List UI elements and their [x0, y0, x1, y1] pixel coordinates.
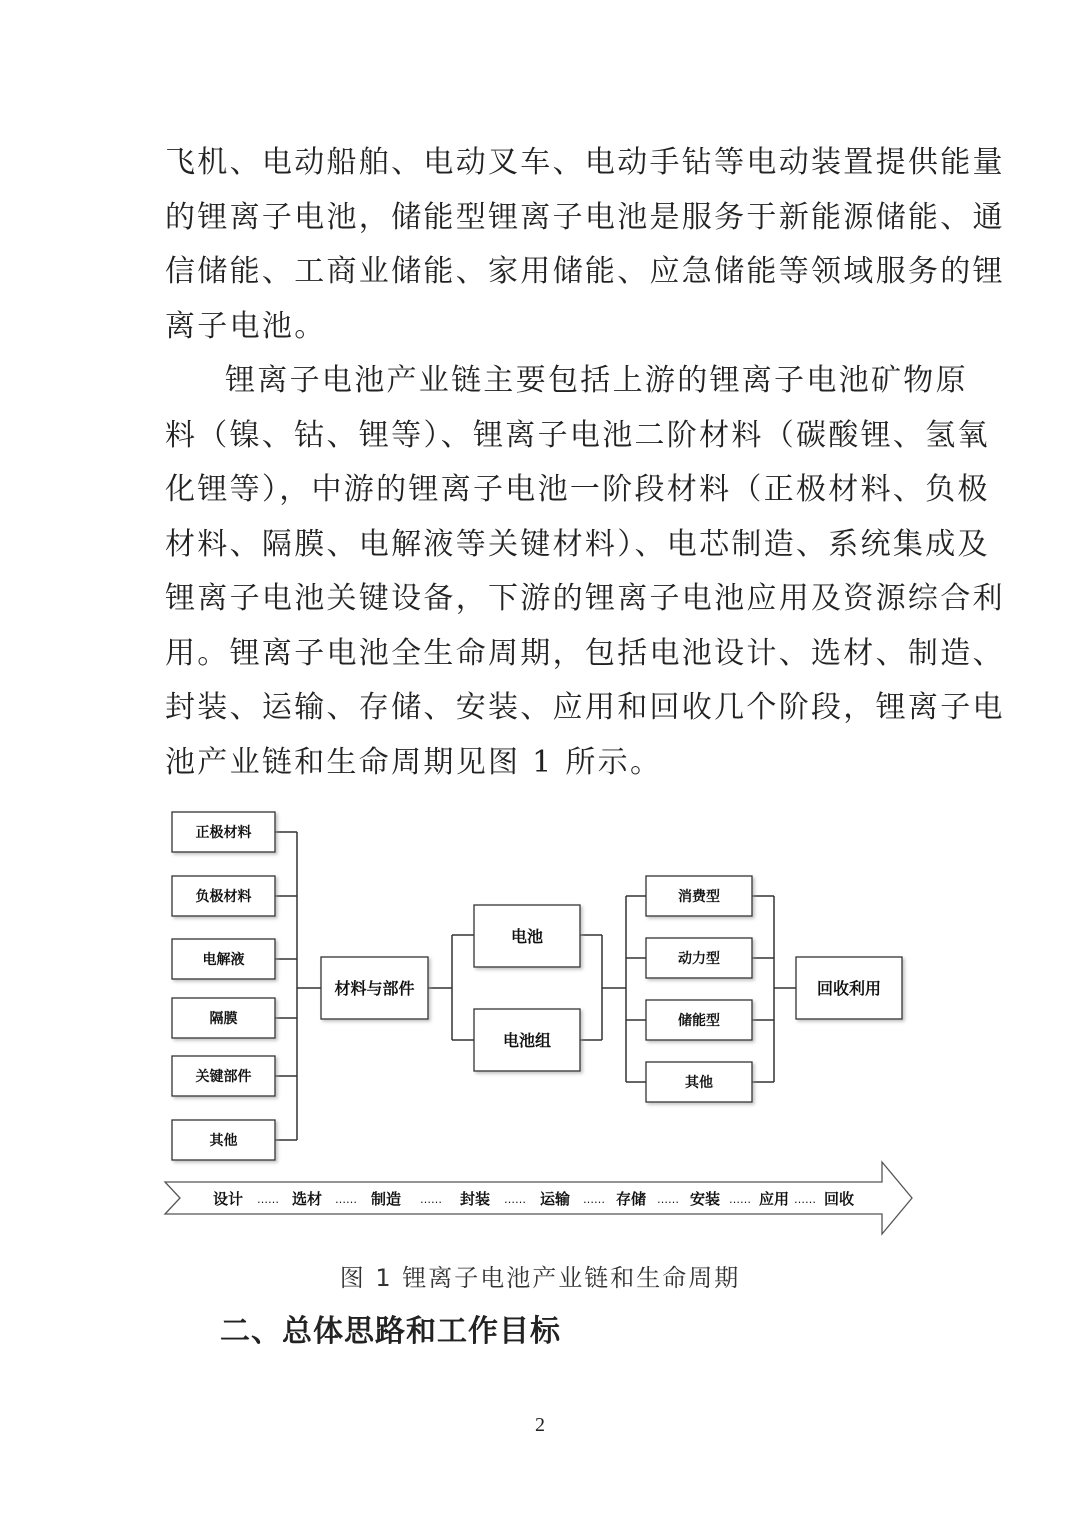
lifecycle-dots: ……: [657, 1193, 679, 1206]
application-box-label: 储能型: [678, 1013, 720, 1029]
recycle-label: 回收利用: [816, 979, 882, 998]
paragraph-line: 化锂等），中游的锂离子电池一阶段材料（正极材料、负极: [165, 472, 990, 507]
lifecycle-stage: 选材: [291, 1190, 323, 1208]
lifecycle-dots: ……: [420, 1193, 442, 1206]
material-box-label: 关键部件: [195, 1069, 252, 1085]
lifecycle-dots: ……: [729, 1193, 751, 1206]
paragraph-line: 锂离子电池产业链主要包括上游的锂离子电池矿物原: [225, 363, 968, 398]
lifecycle-stage: 存储: [615, 1190, 647, 1208]
lifecycle-stage: 应用: [758, 1190, 790, 1208]
application-box-label: 动力型: [678, 951, 720, 967]
industry-chain-diagram: [160, 800, 920, 1240]
lifecycle-dots: ……: [583, 1193, 605, 1206]
paragraph-1: [165, 136, 1005, 354]
material-box-label: 隔膜: [209, 1011, 238, 1027]
paragraph-line: 用。锂离子电池全生命周期，包括电池设计、选材、制造、: [165, 635, 1005, 671]
materials-column: [172, 812, 275, 1160]
section-heading: 二、总体思路和工作目标: [220, 1314, 561, 1349]
page-number: 2: [535, 1414, 545, 1436]
lifecycle-dots: ……: [257, 1193, 279, 1206]
lifecycle-stage: 设计: [212, 1190, 244, 1208]
paragraph-line: 料（镍、钴、锂等）、锂离子电池二阶材料（碳酸锂、氢氧: [165, 417, 990, 453]
material-box-label: 负极材料: [195, 889, 252, 905]
lifecycle-dots: ……: [504, 1193, 526, 1206]
paragraph-line: 飞机、电动船舶、电动叉车、电动手钻等电动装置提供能量: [165, 145, 1005, 180]
paragraph-line: 离子电池。: [165, 308, 327, 344]
recycle-box: [796, 957, 902, 1019]
lifecycle-dots: ……: [335, 1193, 357, 1206]
figure-caption: 图 1 锂离子电池产业链和生命周期: [339, 1264, 741, 1292]
battery-box-label: 电池组: [502, 1031, 552, 1050]
lifecycle-dots: ……: [794, 1193, 816, 1206]
paragraph-line: 材料、隔膜、电解液等关键材料）、电芯制造、系统集成及: [165, 526, 990, 562]
paragraph-line: 池产业链和生命周期见图 1 所示。: [165, 744, 663, 780]
lifecycle-stage: 回收: [823, 1190, 855, 1208]
materials-hub-box: [321, 957, 428, 1019]
battery-box-label: 电池: [510, 927, 544, 946]
paragraph-line: 的锂离子电池，储能型锂离子电池是服务于新能源储能、通: [165, 199, 1005, 235]
material-box-label: 电解液: [202, 952, 245, 968]
application-box-label: 其他: [685, 1075, 713, 1091]
paragraph-line: 锂离子电池关键设备，下游的锂离子电池应用及资源综合利: [165, 581, 1005, 616]
lifecycle-stage: 制造: [370, 1190, 402, 1208]
material-box-label: 正极材料: [195, 825, 252, 841]
lifecycle-arrow: [165, 1162, 912, 1234]
lifecycle-stage: 封装: [459, 1190, 491, 1208]
lifecycle-stage: 运输: [539, 1190, 571, 1208]
paragraph-2: [165, 354, 1005, 790]
battery-column: [474, 905, 580, 1071]
paragraph-line: 封装、运输、存储、安装、应用和回收几个阶段，锂离子电: [165, 690, 1005, 725]
material-box-label: 其他: [209, 1133, 238, 1149]
hub-label: 材料与部件: [334, 979, 415, 998]
lifecycle-stage: 安装: [689, 1190, 721, 1208]
application-box-label: 消费型: [678, 889, 720, 905]
paragraph-line: 信储能、工商业储能、家用储能、应急储能等领域服务的锂: [165, 254, 1005, 289]
applications-column: [646, 876, 752, 1102]
